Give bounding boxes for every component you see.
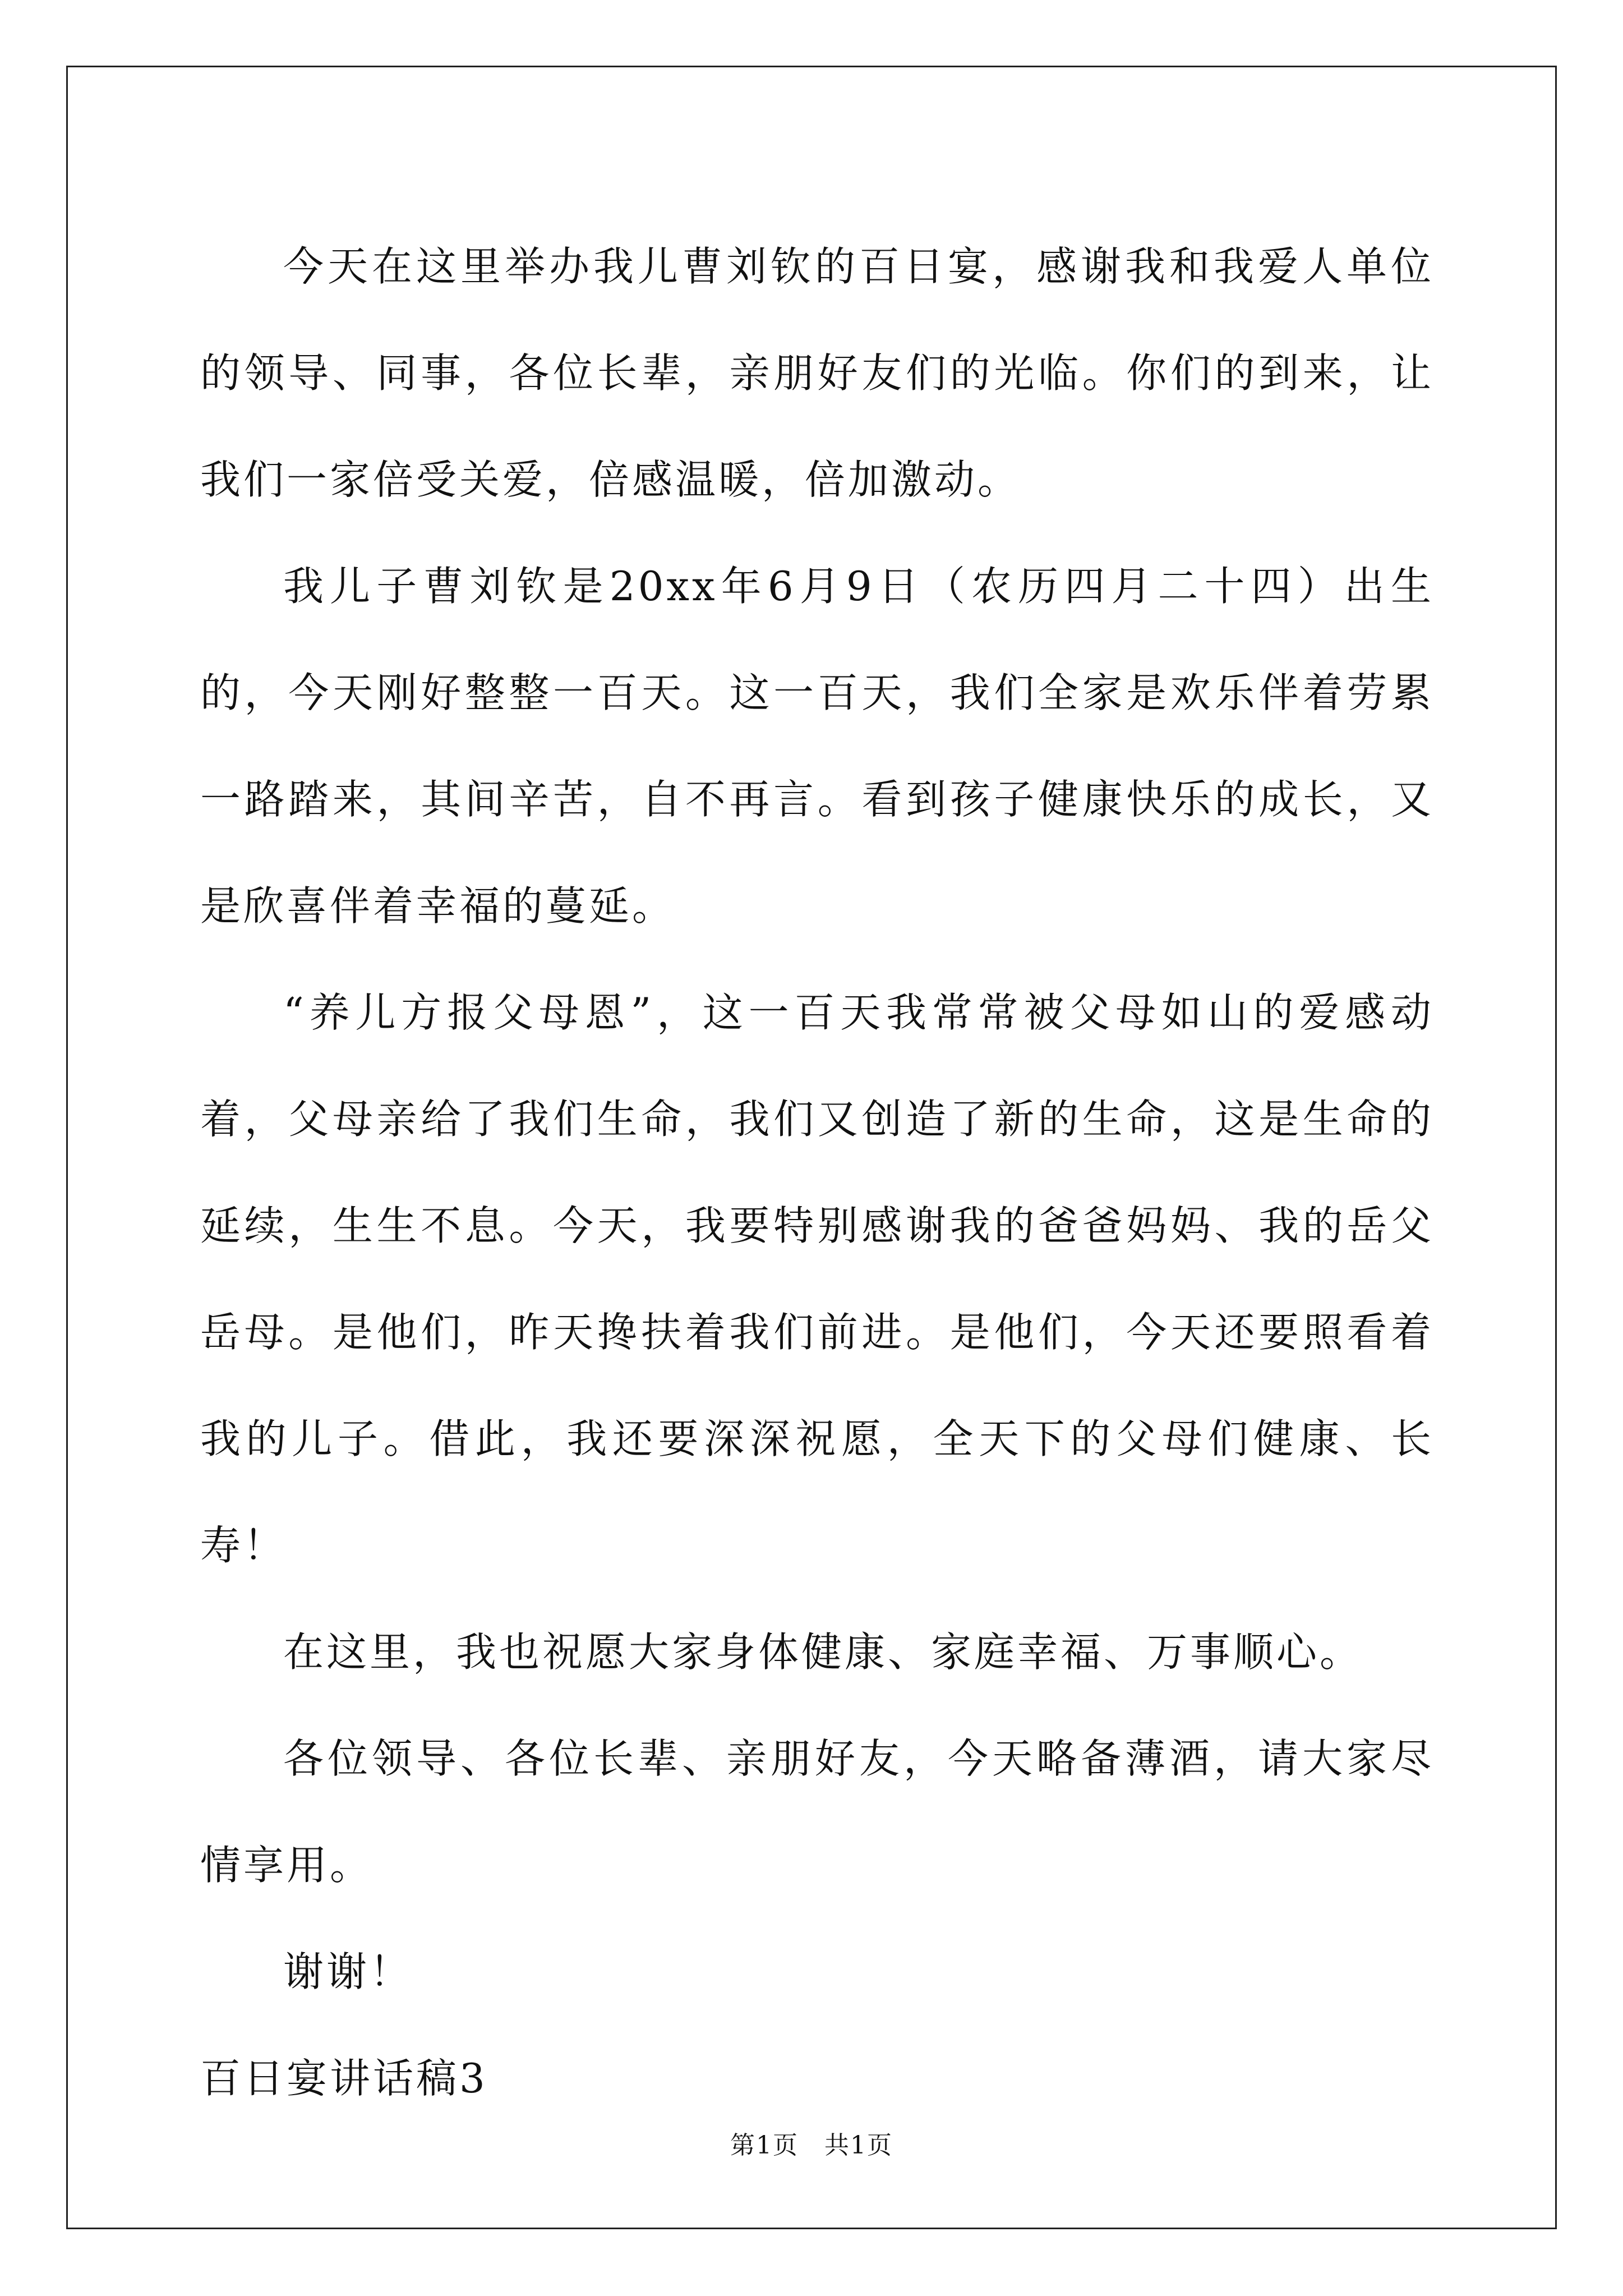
paragraph-thanks: 谢谢！ [283, 1948, 413, 1995]
paragraph-parents: “养儿方报父母恩”，这一百天我常常被父母如山的爱感动着，父母亲给了我们生命，我们又创造了新的生命，这是生命的延续，生生不息。今天，我要特别感谢我的爸爸妈妈、我的岳父岳母。是他们，昨天搀扶着我们前进。是他们，今天还要照看着我的儿子。借此，我还要深深祝愿，全天下的父母们健康、长寿！ [200, 989, 1434, 1569]
paragraph-wishes: 在这里，我也祝愿大家身体健康、家庭幸福、万事顺心。 [283, 1628, 1363, 1676]
paragraph-toast: 各位领导、各位长辈、亲朋好友，今天略备薄酒，请大家尽情享用。 [200, 1735, 1434, 1889]
document-body [200, 213, 1434, 2132]
paragraph-welcome: 今天在这里举办我儿曹刘钦的百日宴，感谢我和我爱人单位的领导、同事，各位长辈，亲朋好友们的光临。你们的到来，让我们一家倍受关爱，倍感温暖，倍加激动。 [200, 243, 1434, 503]
paragraph-birth: 我儿子曹刘钦是20xx年6月9日（农历四月二十四）出生的，今天刚好整整一百天。这一百天，我们全家是欢乐伴着劳累一路踏来，其间辛苦，自不再言。看到孩子健康快乐的成长，又是欣喜伴着幸福的蔓延。 [200, 563, 1434, 930]
page-footer: 第1页 共1页 [730, 2131, 893, 2160]
section-heading: 百日宴讲话稿3 [200, 2055, 488, 2102]
